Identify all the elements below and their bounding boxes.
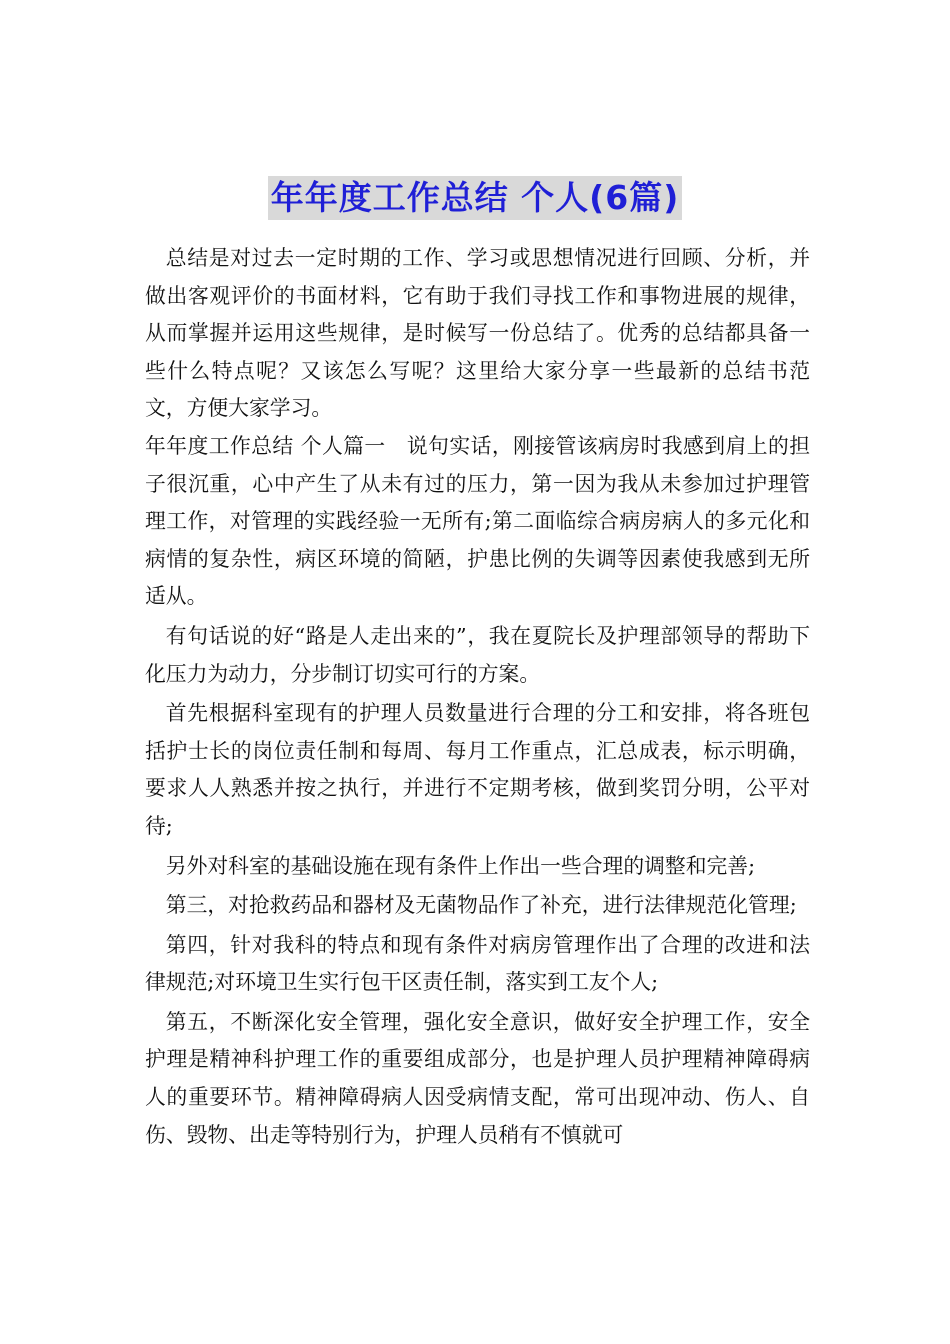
section-one-paragraph: 年年度工作总结 个人篇一 说句实话，刚接管该病房时我感到肩上的担子很沉重，心中产生了从未有过的压力，第一因为我从未参加过护理管理工作，对管理的实践经验一无所有;第二面临综合病房病人的多元化和病情的复杂性，病区环境的简陋，护患比例的失调等因素使我感到无所适从。	[145, 433, 810, 609]
body-paragraph: 另外对科室的基础设施在现有条件上作出一些合理的调整和完善;	[165, 853, 756, 878]
body-paragraph: 第三，对抢救药品和器材及无菌物品作了补充，进行法律规范化管理;	[165, 893, 797, 918]
body-paragraph: 第四，针对我科的特点和现有条件对病房管理作出了合理的改进和法律规范;对环境卫生实行包干区责任制，落实到工友个人;	[145, 932, 810, 995]
body-paragraph: 首先根据科室现有的护理人员数量进行合理的分工和安排，将各班包括护士长的岗位责任制和每周、每月工作重点，汇总成表，标示明确，要求人人熟悉并按之执行，并进行不定期考核，做到奖罚分明，公平对待;	[145, 701, 810, 838]
title-container	[0, 176, 950, 220]
body-paragraph: 有句话说的好“路是人走出来的”，我在夏院长及护理部领导的帮助下化压力为动力，分步制订切实可行的方案。	[145, 623, 810, 686]
document-title: 年年度工作总结 个人(6篇)	[268, 176, 683, 220]
document-body	[145, 240, 810, 1154]
intro-paragraph: 总结是对过去一定时期的工作、学习或思想情况进行回顾、分析，并做出客观评价的书面材料，它有助于我们寻找工作和事物进展的规律，从而掌握并运用这些规律，是时候写一份总结了。优秀的总结都具备一些什么特点呢？又该怎么写呢？这里给大家分享一些最新的总结书范文，方便大家学习。	[145, 246, 810, 421]
body-paragraph: 第五，不断深化安全管理，强化安全意识，做好安全护理工作，安全护理是精神科护理工作的重要组成部分，也是护理人员护理精神障碍病人的重要环节。精神障碍病人因受病情支配，常可出现冲动、伤人、自伤、毁物、出走等特别行为，护理人员稍有不慎就可	[145, 1009, 810, 1147]
